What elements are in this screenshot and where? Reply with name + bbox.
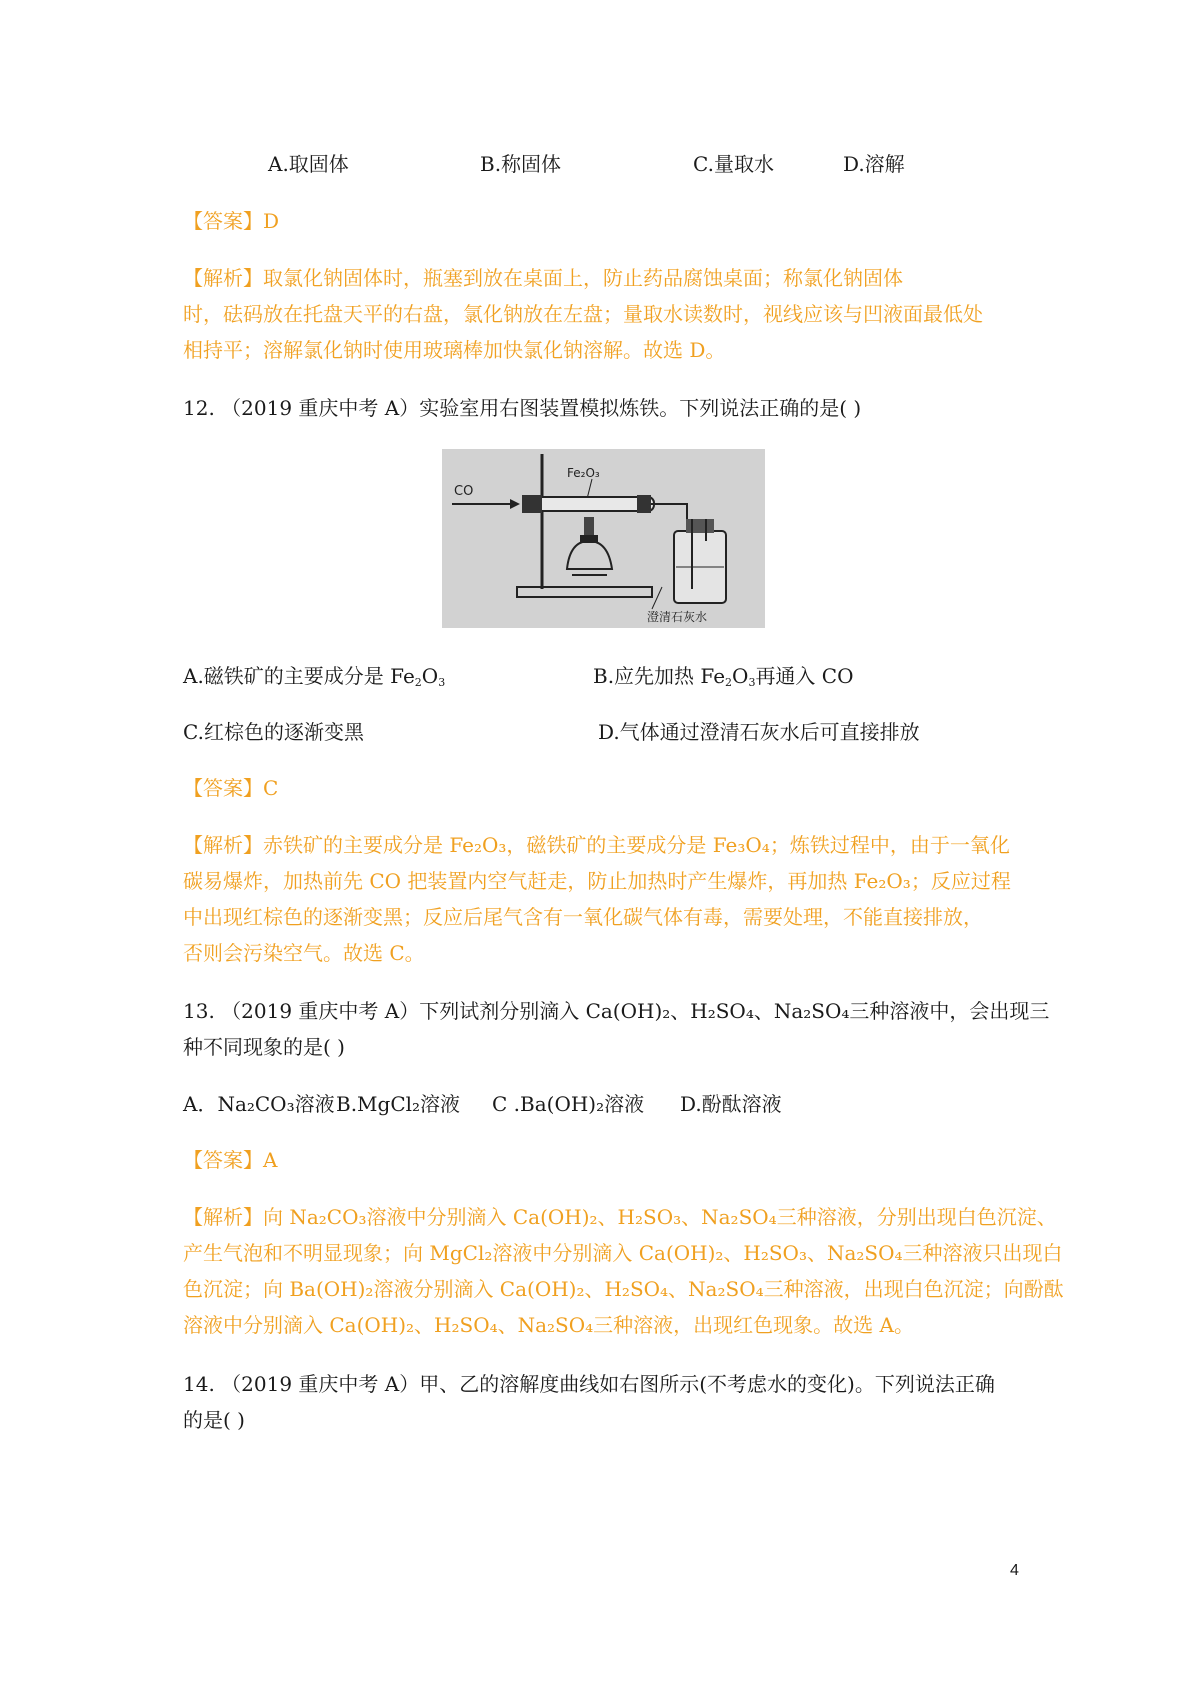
fe2o3-label: Fe₂O₃: [567, 466, 600, 480]
co-label: CO: [454, 484, 474, 499]
q12-analysis-line: 【解析】赤铁矿的主要成分是 Fe₂O₃，磁铁矿的主要成分是 Fe₃O₄；炼铁过程中，由于一氧化: [183, 833, 1010, 857]
q13-option-d: D.酚酞溶液: [680, 1092, 782, 1116]
q12-stem: 12. （2019 重庆中考 A）实验室用右图装置模拟炼铁。下列说法正确的是( ): [183, 396, 862, 420]
q13-answer: [183, 1142, 277, 1178]
option-a-text: A.磁铁矿的主要成分是 Fe: [183, 664, 415, 688]
subscript: 2: [725, 676, 733, 689]
q13-analysis-line: 产生气泡和不明显现象；向 MgCl₂溶液中分别滴入 Ca(OH)₂、H₂SO₃、Na₂SO₄三种溶液只出现白: [183, 1241, 1063, 1265]
q12-option-b: [593, 658, 854, 701]
q12-analysis-line: 碳易爆炸，加热前先 CO 把装置内空气赶走，防止加热时产生爆炸，再加热 Fe₂O₃；反应过程: [183, 869, 1011, 893]
q14-stem-line: 的是( ): [183, 1408, 245, 1432]
option-b-text: 再通入 CO: [755, 664, 854, 688]
q14-stem-line: 14. （2019 重庆中考 A）甲、乙的溶解度曲线如右图所示(不考虑水的变化)。下列说法正确: [183, 1372, 995, 1396]
q13-stem-line: 13. （2019 重庆中考 A）下列试剂分别滴入 Ca(OH)₂、H₂SO₄、Na₂SO₄三种溶液中，会出现三: [183, 999, 1050, 1023]
q11-option-a: A.取固体: [268, 152, 349, 176]
q11-option-c: C.量取水: [693, 152, 774, 176]
q11-option-b: B.称固体: [480, 152, 562, 176]
apparatus-drawing: [442, 449, 765, 628]
option-b-text: B.应先加热 Fe: [593, 664, 726, 688]
q13-stem-line: 种不同现象的是( ): [183, 1035, 345, 1059]
subscript: 2: [414, 676, 422, 689]
q12-option-d: D.气体通过澄清石灰水后可直接排放: [598, 720, 920, 744]
limewater-label: 澄清石灰水: [647, 610, 708, 624]
q13-analysis-line: 色沉淀；向 Ba(OH)₂溶液分别滴入 Ca(OH)₂、H₂SO₄、Na₂SO₄三种溶液，出现白色沉淀；向酚酞: [183, 1277, 1064, 1301]
q13-analysis-line: 【解析】向 Na₂CO₃溶液中分别滴入 Ca(OH)₂、H₂SO₃、Na₂SO₄三种溶液，分别出现白色沉淀、: [183, 1205, 1057, 1229]
q12-analysis-line: 中出现红棕色的逐渐变黑；反应后尾气含有一氧化碳气体有毒，需要处理，不能直接排放，: [183, 905, 983, 929]
q12-option-a: [183, 658, 445, 701]
subscript: 3: [748, 676, 756, 689]
q13-option-c: C .Ba(OH)₂溶液: [492, 1092, 645, 1116]
q12-answer: [183, 770, 278, 806]
q11-analysis-line: 【解析】取氯化钠固体时，瓶塞到放在桌面上，防止药品腐蚀桌面；称氯化钠固体: [183, 266, 903, 290]
q12-option-c: C.红棕色的逐渐变黑: [183, 720, 364, 744]
answer-value: C: [263, 776, 279, 800]
answer-value: D: [263, 209, 280, 233]
q12-analysis-line: 否则会污染空气。故选 C。: [183, 941, 425, 965]
q11-option-d: D.溶解: [843, 152, 905, 176]
iron-smelting-apparatus-figure: [442, 449, 765, 628]
q11-analysis-line: 相持平；溶解氯化钠时使用玻璃棒加快氯化钠溶解。故选 D。: [183, 338, 726, 362]
q11-answer: [183, 203, 279, 239]
answer-tag: 【答案】: [183, 1148, 263, 1172]
answer-tag: 【答案】: [183, 209, 263, 233]
answer-tag: 【答案】: [183, 776, 263, 800]
q13-option-b: B.MgCl₂溶液: [336, 1092, 461, 1116]
answer-value: A: [263, 1148, 278, 1172]
option-b-text: O: [732, 664, 749, 688]
page-number: 4: [1010, 1562, 1019, 1579]
subscript: 3: [438, 676, 446, 689]
q13-analysis-line: 溶液中分别滴入 Ca(OH)₂、H₂SO₄、Na₂SO₄三种溶液，出现红色现象。故选 A。: [183, 1313, 914, 1337]
q13-option-a: A．Na₂CO₃溶液: [183, 1092, 335, 1116]
option-a-text: O: [421, 664, 439, 688]
q11-analysis-line: 时，砝码放在托盘天平的右盘，氯化钠放在左盘；量取水读数时，视线应该与凹液面最低处: [183, 302, 983, 326]
